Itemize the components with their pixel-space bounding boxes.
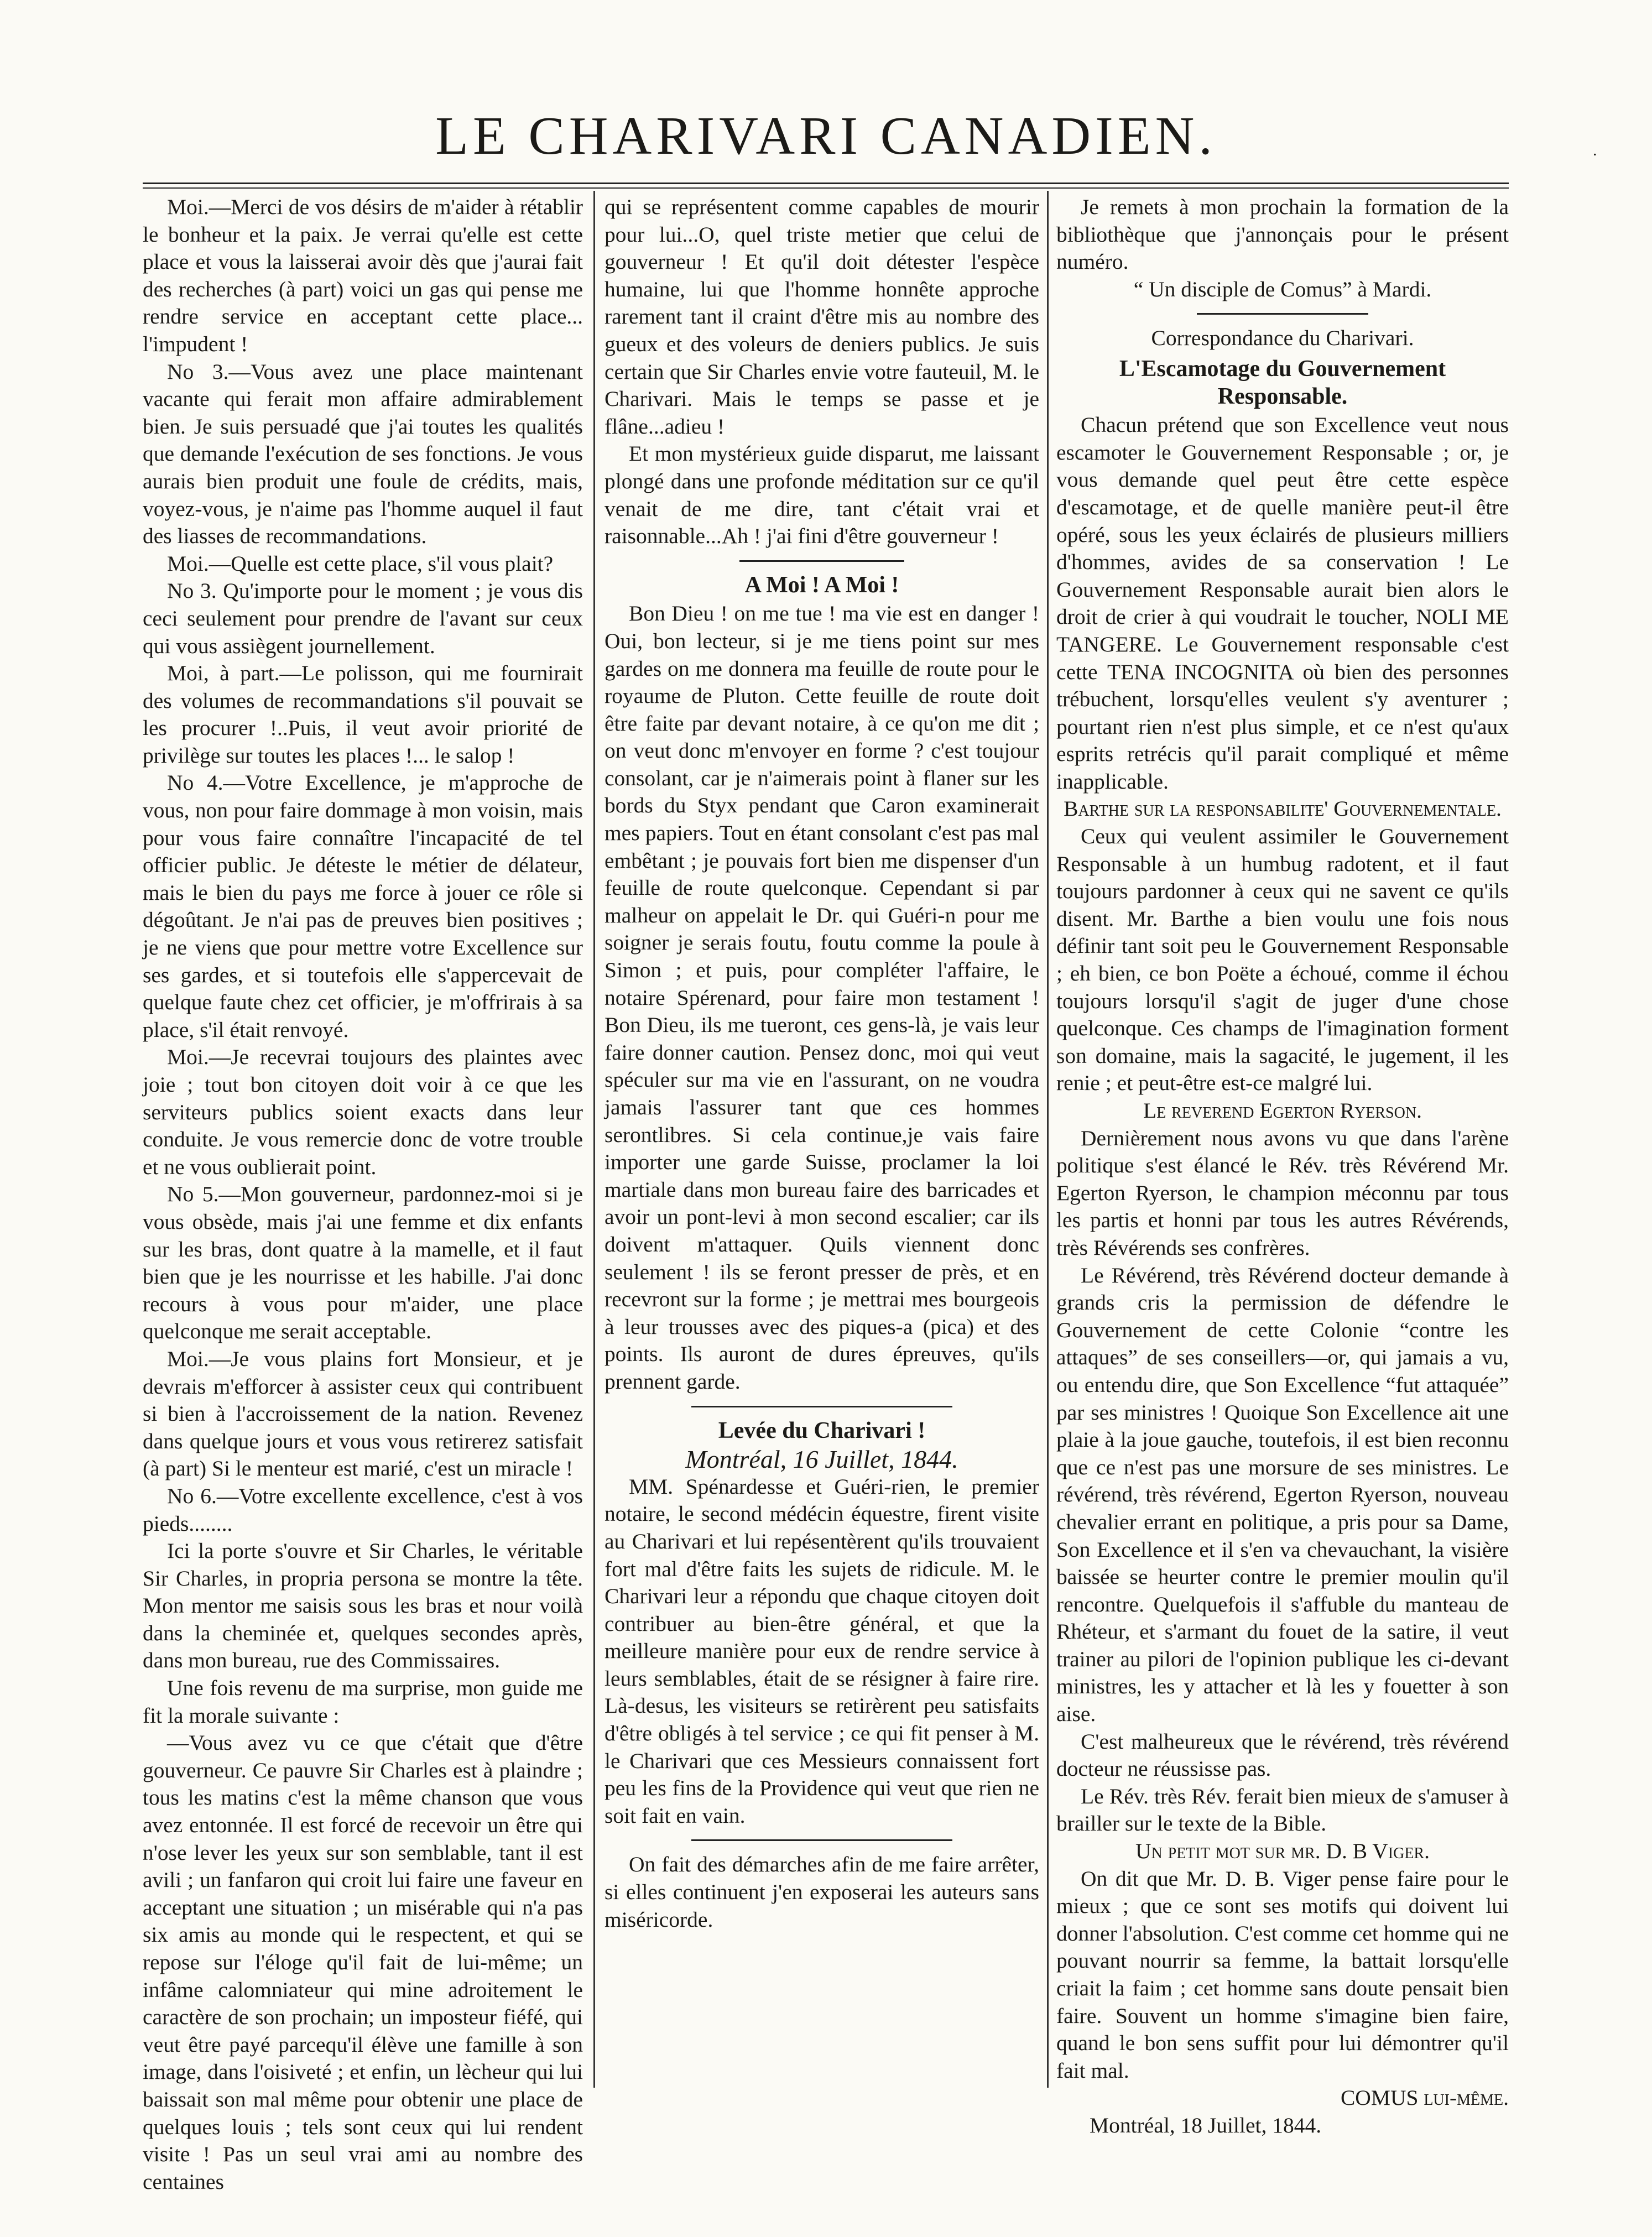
- masthead-rule: [143, 182, 1509, 189]
- paragraph: Une fois revenu de ma surprise, mon guide me fit la morale suivante :: [143, 1676, 583, 1728]
- section-heading: Levée du Charivari !: [718, 1417, 926, 1443]
- section-heading: Un petit mot sur mr. D. B Viger.: [1135, 1839, 1430, 1864]
- paragraph: —Vous avez vu ce que c'était que d'être gouverneur. Ce pauvre Sir Charles est à plaindre ; tous les matins c'est la même chanson que vous avez entonnée. Il est forcé de recevoir un être qui n'ose lever les yeux sur son semblable, tant il est avili ; un fanfaron qui croit lui faire une faveur en acceptant une situation ; un misérable qui n'a pas six amis au monde qui le respectent, et qui se repose sur l'éloge qu'il fait de lui-même; un infâme calomniateur qui mine adroitement le caractère de son prochain; un imposteur fiéfé, qui veut être payé parcequ'il élève une famille à son image, dans l'oisiveté ; et enfin, un lècheur qui lui baissait son mal même pour obtenir une place de quelques louis ; tels sont ceux qui lui rendent visite ! Pas un seul vrai ami au nombre des centaines: [143, 1730, 583, 2194]
- paragraph: No 4.—Votre Excellence, je m'approche de vous, non pour faire dommage à mon voisin, mais pour vous faire connaître l'incapacité de tel officier public. Je déteste le métier de délateur, mais le bien du pays me force à jouer ce rôle si dégoûtant. Je n'ai pas de preuves bien positives ; je ne viens que pour mettre votre Excellence sur ses gardes, et si toutefois elle s'appercevait de quelque faute chez cet officier, je m'offrirais à sa place, s'il était renvoyé.: [143, 770, 583, 1042]
- paragraph: No 3.—Vous avez une place maintenant vacante qui ferait mon affaire admirablement bien. Je suis persuadé que j'ai toutes les qualités que demande l'exécution de ses fonctions. Je vous aurais bien produit une foule de crédits, mais, voyez-vous, je n'aime pas l'homme auquel il faut des liasses de recommandations.: [143, 359, 583, 549]
- masthead-title: LE CHARIVARI CANADIEN.: [435, 106, 1217, 166]
- section-heading: A Moi ! A Moi !: [744, 572, 899, 598]
- dateline: Montréal, 18 Juillet, 1844.: [1090, 2113, 1322, 2137]
- section-rule: [691, 1839, 952, 1841]
- signature: “ Un disciple de Comus” à Mardi.: [1133, 277, 1432, 301]
- section-label: Correspondance du Charivari.: [1151, 326, 1414, 351]
- paragraph: On fait des démarches afin de me faire arrêter, si elles continuent j'en exposerai les auteurs sans miséricorde.: [604, 1852, 1039, 1932]
- dateline: Montréal, 16 Juillet, 1844.: [685, 1445, 958, 1474]
- paragraph: No 6.—Votre excellente excellence, c'est à vos pieds........: [143, 1483, 583, 1536]
- section-rule: [1197, 313, 1369, 315]
- paragraph: C'est malheureux que le révérend, très révérend docteur ne réussisse pas.: [1056, 1729, 1509, 1781]
- section-heading: L'Escamotage du Gouvernement Responsable.: [1119, 356, 1446, 409]
- paragraph: Je remets à mon prochain la formation de la bibliothèque que j'annonçais pour le présent numéro.: [1056, 195, 1509, 274]
- paragraph: Et mon mystérieux guide disparut, me laissant plongé dans une profonde méditation sur ce qu'il venait de me dire, tant c'était vrai et raisonnable...Ah ! j'ai fini d'être gouverneur !: [604, 441, 1039, 549]
- section-heading: Le reverend Egerton Ryerson.: [1143, 1098, 1422, 1123]
- column-3: [1056, 194, 1509, 2140]
- paragraph: Moi.—Merci de vos désirs de m'aider à rétablir le bonheur et la paix. Je verrai qu'elle est cette place et vous la laisserai avoir dès que j'aurai fait des recherches (à part) voici un gas qui pense me rendre service en acceptant cette place... l'impudent !: [143, 195, 583, 356]
- paragraph: Dernièrement nous avons vu que dans l'arène politique s'est élancé le Rév. très Révérend Mr. Egerton Ryerson, le champion méconnu par tous les partis et honni par tous les autres Révérends, très Révérends ses confrères.: [1056, 1125, 1509, 1260]
- section-heading: Barthe sur la responsabilite' Gouvernementale.: [1064, 796, 1502, 821]
- paragraph: Le Révérend, très Révérend docteur demande à grands cris la permission de défendre le Gouvernement de cette Colonie “contre les attaques” de ses conseillers—or, qui jamais a vu, ou entendu dire, que Son Excellence “fut attaquée” par ses ministres ! Quoique Son Excellence ait une plaie à la joue gauche, toutefois, il est bien reconnu que ce n'est pas une morsure de ses ministres. Le révérend, très révérend, Egerton Ryerson, nouveau chevalier errant en politique, a pris pour sa Dame, Son Excellence et il s'en va chevauchant, la visière baissée se heurter contre le premier moulin qu'il rencontre. Quelquefois il s'affuble du manteau de Rhéteur, et s'armant du fouet de la satire, il veut trainer au pilori de l'opinion publique les ci-devant ministres, les y attacher et là les y fouetter à son aise.: [1056, 1263, 1509, 1727]
- column-divider: [1047, 191, 1049, 2088]
- paragraph: No 5.—Mon gouverneur, pardonnez-moi si je vous obsède, mais j'ai une femme et dix enfants sur les bras, dont quatre à la mamelle, et il faut bien que je les nourrisse et les habille. J'ai donc recours à vous pour m'aider, une place quelconque me serait acceptable.: [143, 1182, 583, 1344]
- paragraph: qui se représentent comme capables de mourir pour lui...O, quel triste metier que celui de gouverneur ! Et qu'il doit détester l'espèce humaine, lui que l'homme honnête approche rarement tant il craint d'être mis au nombre des gueux et des voleurs de deniers publics. Je suis certain que Sir Charles envie votre fauteuil, M. le Charivari. Mais le temps se passe et je flâne...adieu !: [604, 195, 1039, 439]
- section-rule: [691, 1406, 952, 1407]
- paragraph: Bon Dieu ! on me tue ! ma vie est en danger ! Oui, bon lecteur, si je me tiens point sur mes gardes on me donnera ma feuille de route pour le royaume de Pluton. Cette feuille de route doit être faite par devant notaire, à ce qu'on me dit ; on veut donc m'envoyer en forme ? c'est toujour consolant, car je n'aimerais point à flaner sur les bords du Styx pendant que Caron examinerait mes papiers. Tout en étant consolant c'est pas mal embêtant ; je pouvais fort bien me dispenser d'un feuille de route quelconque. Cependant si par malheur on appelait le Dr. qui Guéri-n pour me soigner je serais foutu, foutu comme la poule à Simon ; et puis, pour compléter l'affaire, le notaire Spérenard, pour faire mon testament ! Bon Dieu, ils me tueront, ces gens-là, je vais leur faire donner caution. Pensez donc, moi qui veut spéculer sur ma vie en l'assurant, on ne voudra jamais l'assurer tant que ces hommes serontlibres. Si cela continue,je vais faire importer une garde Suisse, proclamer la loi martiale dans mon bureau faire des barricades et avoir un pont-levi à mon second escalier; car ils doivent m'attaquer. Quils viennent donc seulement ! ils se feront presser de près, et en recevront sur la forme ; je mettrai mes bourgeois à leur trousses avec des piques-a (pica) et des points. Ils auront de dures épreuves, qu'ils prennent garde.: [604, 601, 1039, 1394]
- paragraph: Moi.—Je recevrai toujours des plaintes avec joie ; tout bon citoyen doit voir à ce que les serviteurs publics soient exacts dans leur conduite. Je vous remercie donc de votre trouble et ne vous oublierait point.: [143, 1045, 583, 1179]
- paragraph: Ici la porte s'ouvre et Sir Charles, le véritable Sir Charles, in propria persona se montre la tête. Mon mentor me saisis sous les bras et nour voilà dans la cheminée et, quelques secondes après, dans mon bureau, rue des Commissaires.: [143, 1539, 583, 1673]
- paragraph: Moi.—Je vous plains fort Monsieur, et je devrais m'efforcer à assister ceux qui contribuent si bien à l'accroissement de la nation. Revenez dans quelque jours et vous vous retirerez satisfait (à part) Si le menteur est marié, c'est un miracle !: [143, 1346, 583, 1481]
- page-mark: .: [1593, 141, 1597, 159]
- paragraph: Le Rév. très Rév. ferait bien mieux de s'amuser à brailler sur le texte de la Bible.: [1056, 1784, 1509, 1836]
- section-rule: [739, 560, 905, 562]
- signature: COMUS lui-même.: [1340, 2085, 1509, 2110]
- paragraph: Moi.—Quelle est cette place, s'il vous plait?: [167, 551, 554, 576]
- paragraph: Chacun prétend que son Excellence veut nous escamoter le Gouvernement Responsable ; or, je vous demande quel peut être cette espèce d'escamotage, et de quelle manière peut-il être opéré, sous les yeux éclairés de plusieurs milliers d'hommes, avides de sa conservation ! Le Gouvernement Responsable aurait bien alors le droit de crier à qui voudrait le toucher, NOLI ME TANGERE. Le Gouvernement responsable c'est cette TENA INCOGNITA où bien des personnes trébuchent, lorsqu'elles veulent s'y aventurer ; pourtant rien n'est plus simple, et ce n'est qu'aux esprits retrécis qu'il parait compliqué et même inapplicable.: [1056, 413, 1509, 794]
- paragraph: No 3. Qu'importe pour le moment ; je vous dis ceci seulement pour prendre de l'avant sur ceux qui vous assiègent journellement.: [143, 578, 583, 658]
- paragraph: Moi, à part.—Le polisson, qui me fournirait des volumes de recommandations s'il pouvait se les procurer !..Puis, il veut avoir priorité de privilège sur toutes les places !... le salop !: [143, 661, 583, 768]
- column-1: [143, 194, 583, 2196]
- paragraph: On dit que Mr. D. B. Viger pense faire pour le mieux ; que ce sont ses motifs qui doivent lui donner l'absolution. C'est comme cet homme qui ne pouvant nourrir sa femme, la battait lorsqu'elle criait la faim ; cet homme sans doute pensait bien faire. Souvent un homme s'imagine bien faire, quand le bon sens suffit pour lui démontrer qu'il fait mal.: [1056, 1866, 1509, 2083]
- paragraph: Ceux qui veulent assimiler le Gouvernement Responsable à un humbug radotent, et il faut toujours pardonner à ceux qui ne savent ce qu'ils disent. Mr. Barthe a bien voulu une fois nous définir tant soit peu le Gouvernement Responsable ; eh bien, ce bon Poëte a échoué, comme il échou toujours lorsqu'il s'agit de juger d'une chose quelconque. Ces champs de l'imagination forment son domaine, mais la sagacité, le jugement, il les renie ; et peut-être est-ce malgré lui.: [1056, 824, 1509, 1096]
- column-divider: [593, 191, 595, 2088]
- column-2: [604, 194, 1039, 1933]
- paragraph: MM. Spénardesse et Guéri-rien, le premier notaire, le second médécin équestre, firent visite au Charivari et lui repésentèrent qu'ils trouvaient fort mal d'être faits les sujets de ridicule. M. le Charivari leur a répondu que chaque citoyen doit contribuer au bien-être général, et que la meilleure manière pour eux de rendre service à leurs semblables, était de se résigner à faire rire. Là-desus, les visiteurs se retirèrent peu satisfaits d'être obligés à tel service ; ce qui fit penser à M. le Charivari que ces Messieurs connaissent fort peu les fins de la Providence qui veut que rien ne soit fait en vain.: [604, 1474, 1039, 1828]
